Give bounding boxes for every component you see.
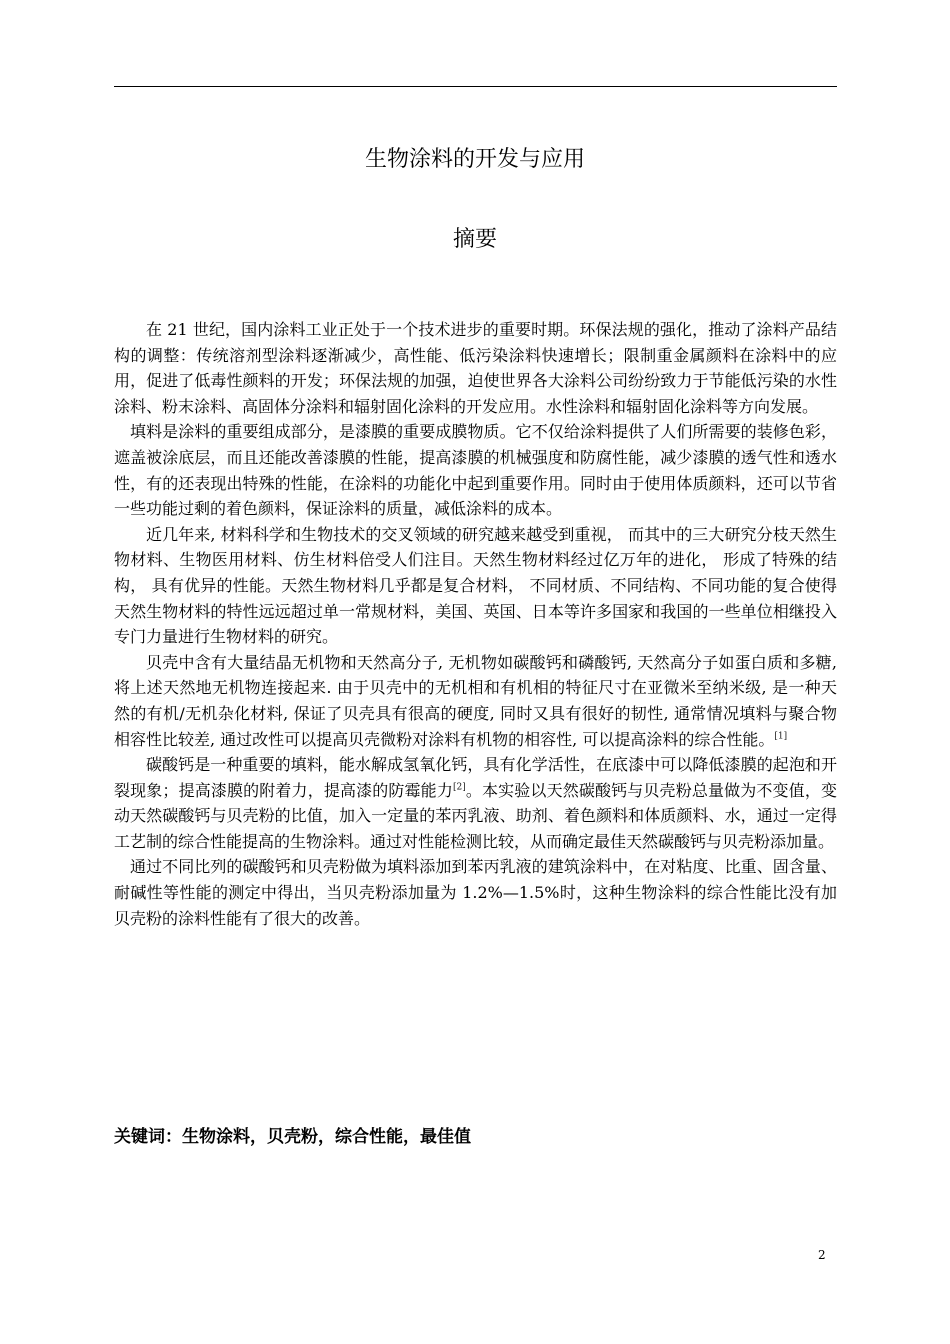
citation-ref-1: [1]: [774, 731, 788, 742]
abstract-body: [114, 317, 837, 931]
abstract-heading: 摘要: [452, 227, 497, 252]
document-title: 生物涂料的开发与应用: [364, 147, 585, 172]
paragraph-2: 填料是涂料的重要组成部分，是漆膜的重要成膜物质。它不仅给涂料提供了人们所需要的装修色彩，遮盖被涂底层，而且还能改善漆膜的性能，提高漆膜的机械强度和防腐性能，减少漆膜的透气性和透水性，有的还表现出特殊的性能，在涂料的功能化中起到重要作用。同时由于使用体质颜料，还可以节省一些功能过剩的着色颜料，保证涂料的质量，减低涂料的成本。: [114, 422, 837, 519]
paragraph-5: [114, 752, 837, 854]
paragraph-3: 近几年来, 材料科学和生物技术的交叉领域的研究越来越受到重视， 而其中的三大研究分枝天然生物材料、生物医用材料、仿生材料倍受人们注目。天然生物材料经过亿万年的进化， 形成了特殊的结构， 具有优异的性能。天然生物材料几乎都是复合材料， 不同材质、不同结构、不同功能的复合使得天然生物材料的特性远远超过单一常规材料，美国、英国、日本等许多国家和我国的一些单位相继投入专门力量进行生物材料的研究。: [114, 524, 837, 647]
paragraph-5-text-before: 碳酸钙是一种重要的填料，能水解成氢氧化钙，具有化学活性，在底漆中可以降低漆膜的起泡和开裂现象；提高漆膜的附着力，提高漆的防霉能力: [114, 755, 837, 800]
paragraph-6: 通过不同比列的碳酸钙和贝壳粉做为填料添加到苯丙乳液的建筑涂料中，在对粘度、比重、固含量、耐碱性等性能的测定中得出，当贝壳粉添加量为 1.2%—1.5%时，这种生物涂料的综合性能比没有加贝壳粉的涂料性能有了很大的改善。: [114, 857, 837, 928]
page-number: 2: [818, 1248, 826, 1262]
keywords-line: 关键词：生物涂料，贝壳粉，综合性能，最佳值: [114, 1127, 471, 1147]
paragraph-5-text-after: 。本实验以天然碳酸钙与贝壳粉总量做为不变值，变动天然碳酸钙与贝壳粉的比值，加入一定量的苯丙乳液、助剂、着色颜料和体质颜料、水，通过一定得工艺制的综合性能提高的生物涂料。通过对性能检测比较，从而确定最佳天然碳酸钙与贝壳粉添加量。: [114, 780, 837, 851]
header-rule: [114, 86, 837, 87]
paragraph-4: [114, 650, 837, 752]
paragraph-1: 在 21 世纪，国内涂料工业正处于一个技术进步的重要时期。环保法规的强化，推动了涂料产品结构的调整：传统溶剂型涂料逐渐减少，高性能、低污染涂料快速增长；限制重金属颜料在涂料中的应用，促进了低毒性颜料的开发；环保法规的加强，迫使世界各大涂料公司纷纷致力于节能低污染的水性涂料、粉末涂料、高固体分涂料和辐射固化涂料的开发应用。水性涂料和辐射固化涂料等方向发展。: [114, 320, 837, 416]
paragraph-4-text: 贝壳中含有大量结晶无机物和天然高分子, 无机物如碳酸钙和磷酸钙, 天然高分子如蛋白质和多糖, 将上述天然地无机物连接起来. 由于贝壳中的无机相和有机相的特征尺寸在亚微米至纳米级, 是一种天然的有机/无机杂化材料, 保证了贝壳具有很高的硬度, 同时又具有很好的韧性, 通常情况填料与聚合物相容性比较差, 通过改性可以提高贝壳微粉对涂料有机物的相容性, 可以提高涂料的综合性能。: [114, 652, 837, 749]
citation-ref-2: [2]: [452, 782, 466, 793]
